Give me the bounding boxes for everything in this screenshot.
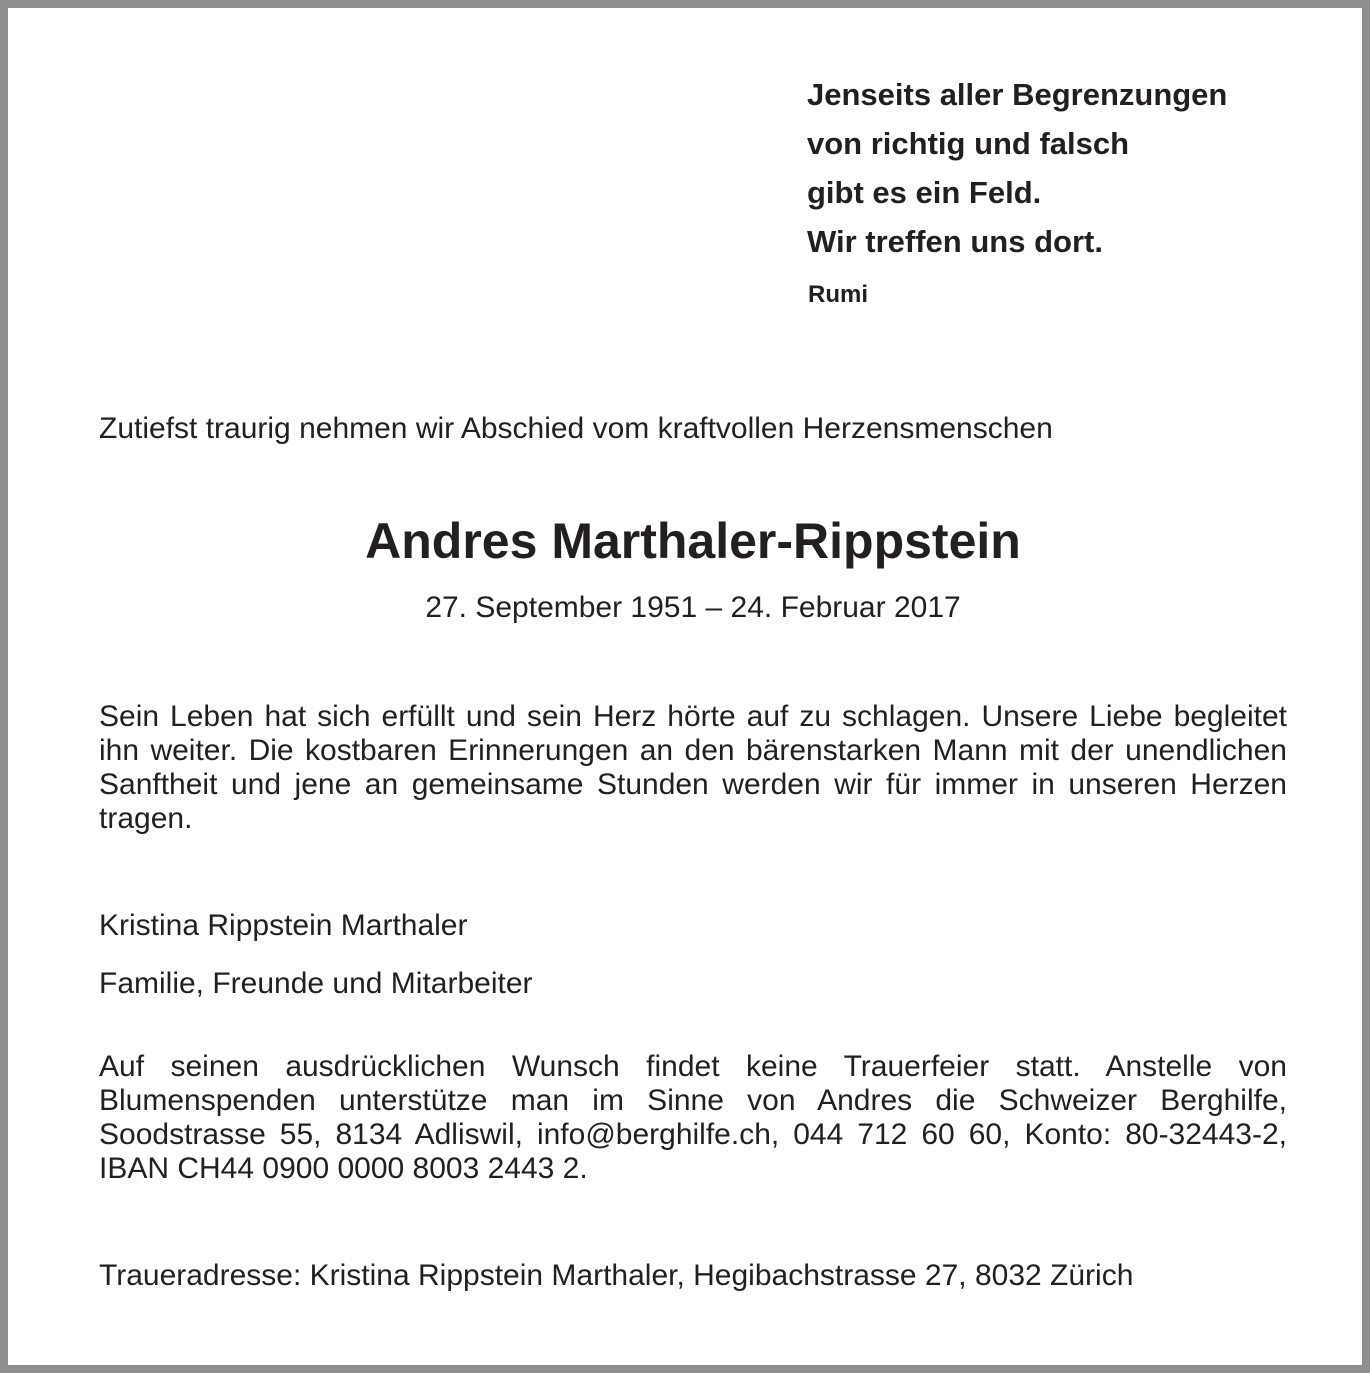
quote-author: Rumi [808, 281, 868, 308]
mourning-address: Traueradresse: Kristina Rippstein Marthaler, Hegibachstrasse 27, 8032 Zürich [99, 1259, 1134, 1292]
quote-line: Wir treffen uns dort. [807, 224, 1103, 259]
life-dates: 27. September 1951 – 24. Februar 2017 [425, 591, 961, 624]
donation-paragraph: Auf seinen ausdrücklichen Wunsch findet keine Trauerfeier statt. Anstelle von Blumenspenden unterstütze man im Sinne von Andres die Schweizer Berghilfe, Soodstrasse 55, 8134 Adliswil, info@berghilfe.ch, 044 712 60 60, Konto: 80-32443-2, IBAN CH44 0900 0000 8003 2443 2. [99, 1050, 1287, 1185]
quote-line: gibt es ein Feld. [807, 175, 1042, 210]
tribute-paragraph: Sein Leben hat sich erfüllt und sein Herz hörte auf zu schlagen. Unsere Liebe begleitet ihn weiter. Die kostbaren Erinnerungen an den bärenstarken Mann mit der unendlichen Sanftheit und jene an gemeinsame Stunden werden wir für immer in unseren Herzen tragen. [99, 700, 1287, 835]
mourner-name: Kristina Rippstein Marthaler [99, 909, 468, 942]
intro-text: Zutiefst traurig nehmen wir Abschied vom kraftvollen Herzensmenschen [99, 412, 1053, 445]
mourner-group: Familie, Freunde und Mitarbeiter [99, 967, 533, 1000]
quote-line: Jenseits aller Begrenzungen [807, 77, 1228, 112]
quote-line: von richtig und falsch [807, 126, 1130, 161]
deceased-name: Andres Marthaler-Rippstein [365, 513, 1021, 569]
quote-block [807, 70, 1327, 266]
